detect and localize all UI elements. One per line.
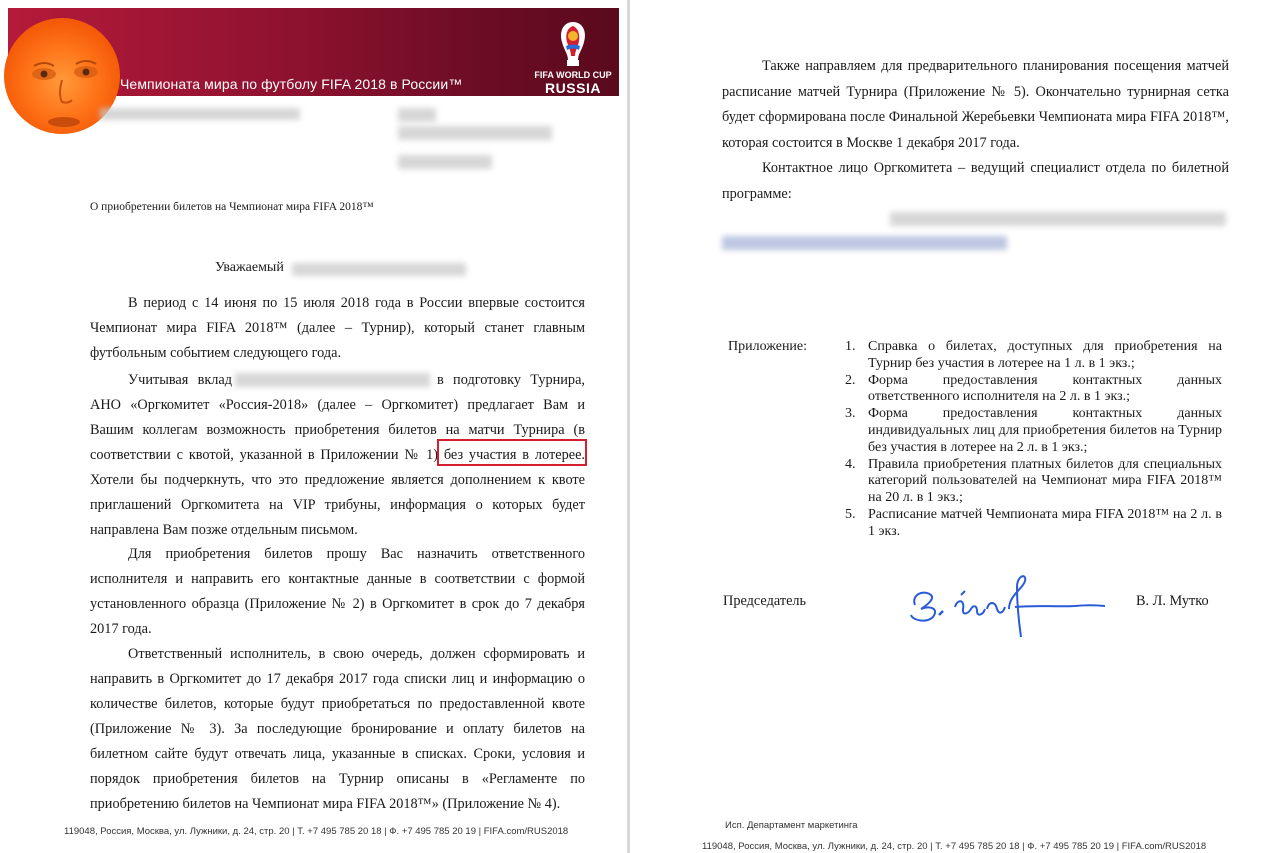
appendix-item: 1. Справка о билетах, доступных для приобретения на Турнир без участия в лотерее на 1 л. в 1 экз.; xyxy=(845,339,1222,371)
redacted-recipient-line xyxy=(100,108,300,120)
appendix-item: 3. Форма предоставления контактных данных индивидуальных лиц для приобретения билетов на Турнир без участия в лотерее на 2 л. в 1 экз.; xyxy=(845,406,1222,455)
signatory-name: В. Л. Мутко xyxy=(1136,593,1209,609)
footer-contacts: 119048, Россия, Москва, ул. Лужники, д. 24, стр. 20 | Т. +7 495 785 20 18 | Ф. +7 495 785 20 19 | FIFA.com/RUS2018 xyxy=(702,841,1207,852)
redacted-address-line xyxy=(398,155,492,169)
footer-contacts: 119048, Россия, Москва, ул. Лужники, д. 24, стр. 20 | Т. +7 495 785 20 18 | Ф. +7 495 785 20 19 | FIFA.com/RUS2018 xyxy=(64,826,569,837)
paragraph-2-start: Учитывая вклад xyxy=(128,372,233,388)
appendix-item: 5. Расписание матчей Чемпионата мира FIFA 2018™ на 2 л. в 1 экз. xyxy=(845,506,1222,539)
letter-body-left xyxy=(90,291,585,366)
letter-page-1 xyxy=(0,0,628,853)
redacted-address-line xyxy=(398,126,552,140)
handwritten-signature-icon xyxy=(905,565,1110,645)
logo-line-1: FIFA WORLD CUP xyxy=(534,70,612,80)
redacted-recipient-name xyxy=(292,263,466,276)
paragraph-3: Для приобретения билетов прошу Вас назначить ответственного исполнителя и направить его контактные данные в соответствии с формой установленного образца (Приложение № 2) в Оргкомитет в срок до 7 декабря 2017 года. xyxy=(90,546,585,637)
executor-note: Исп. Департамент маркетинга xyxy=(725,820,858,831)
appendix-item: 4. Правила приобретения платных билетов для специальных категорий пользователей на Чемпионат мира FIFA 2018™ на 20 л. в 1 экз.; xyxy=(845,456,1222,506)
salutation: Уважаемый xyxy=(215,260,284,275)
world-cup-logo xyxy=(528,20,618,112)
paragraph-2-end: в подготовку Турнира, АНО «Оргкомитет «Россия-2018» (далее – Оргкомитет) предлагает Вам и Вашим коллегам возможность приобретения билетов на матчи Турнира (в соответствии с квотой, указанной в Приложении № 1) без участия в лотерее. Хотели бы подчеркнуть, что это предложение является дополнением к квоте приглашений Оргкомитета на VIP трибуны, информация о которых будет направлена Вам позже отдельным письмом. xyxy=(90,372,585,538)
paragraph-1: В период с 14 июня по 15 июля 2018 года в России впервые состоится Чемпионат мира FIFA 2018™ (далее – Турнир), который станет главным футбольным событием следующего года. xyxy=(90,295,585,361)
redacted-contact-email xyxy=(722,236,1007,250)
letter-body-right xyxy=(722,54,1229,207)
letter-subject: О приобретении билетов на Чемпионат мира FIFA 2018™ xyxy=(90,201,374,213)
letterhead-title: Чемпионата мира по футболу FIFA 2018 в России™ xyxy=(120,76,463,92)
trophy-logo-icon xyxy=(554,20,592,68)
letter-body-left-4 xyxy=(90,642,585,817)
paragraph-4: Ответственный исполнитель, в свою очередь, должен сформировать и направить в Оргкомитет до 17 декабря 2017 года списки лиц и информацию о количестве билетов, которые будут приобретаться по предоставленной квоте (Приложение № 3). За последующие бронирование и оплату билетов на билетном сайте будут отвечать лица, указанные в списках. Сроки, условия и порядок приобретения билетов на Турнир описаны в «Регламенте по приобретению билетов на Чемпионат мира FIFA 2018™» (Приложение № 4). xyxy=(90,646,585,812)
paragraph-6: Контактное лицо Оргкомитета – ведущий специалист отдела по билетной программе: xyxy=(722,160,1229,202)
logo-line-2: RUSSIA 2018 xyxy=(545,80,601,112)
appendix-item: 2. Форма предоставления контактных данных ответственного исполнителя на 2 л. в 1 экз.; xyxy=(845,372,1222,405)
redacted-contact-name xyxy=(890,212,1226,226)
appendix-list xyxy=(845,339,1222,541)
letter-body-left-3 xyxy=(90,542,585,642)
highlight-box xyxy=(437,439,587,466)
appendix-label: Приложение: xyxy=(728,339,808,354)
signatory-title: Председатель xyxy=(723,593,807,609)
redacted-address-line xyxy=(398,108,436,122)
redacted-organization xyxy=(235,373,430,387)
letter-page-2 xyxy=(630,0,1273,853)
paragraph-5: Также направляем для предварительного планирования посещения матчей расписание матчей Турнира (Приложение № 5). Окончательно турнирная сетка будет сформирована после Финальной Жеребьевки Чемпионата мира FIFA 2018™, которая состоится в Москве 1 декабря 2017 года. xyxy=(722,58,1229,151)
